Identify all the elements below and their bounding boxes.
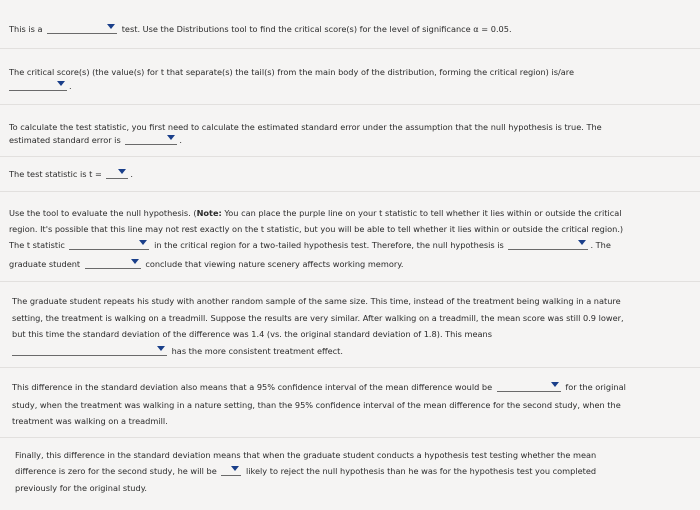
q6-text-3: but this time the standard deviation of the difference was 1.4 (vs. the original standard deviation of 1.8). This means	[12, 329, 492, 339]
caret-down-icon	[131, 259, 139, 264]
question-3-line-2: estimated standard error is .	[9, 135, 182, 145]
section-divider	[0, 156, 700, 157]
q8-text-3: previously for the original study.	[15, 483, 147, 493]
q6-text-1: The graduate student repeats his study with another random sample of the same size. This time, instead of the treatment being walking in a nature	[12, 296, 621, 306]
q3-text-2: estimated standard error is	[9, 135, 121, 145]
q8-text-2a: difference is zero for the second study, he will be	[15, 466, 217, 476]
caret-down-icon	[157, 346, 165, 351]
q7-text-1a: This difference in the standard deviation also means that a 95% confidence interval of the mean difference would be	[12, 382, 493, 392]
section-divider	[0, 437, 700, 438]
question-1-line	[9, 24, 512, 34]
question-5-line-2	[9, 224, 623, 234]
caret-down-icon	[139, 240, 147, 245]
caret-down-icon	[167, 135, 175, 140]
caret-down-icon	[107, 24, 115, 29]
question-7-line-3	[12, 416, 168, 426]
test-statistic-dropdown[interactable]	[106, 169, 128, 179]
question-8-line-2	[15, 466, 596, 476]
q7-text-2: study, when the treatment was walking in a nature setting, than the 95% confidence interval of the mean difference for the second study, when the	[12, 400, 621, 410]
q5-text-4a: graduate student	[9, 259, 81, 269]
q5-text-1a: Use the tool to evaluate the null hypothesis. (	[9, 208, 197, 218]
confidence-interval-dropdown[interactable]	[497, 382, 561, 392]
question-2-dropdown-line: .	[9, 81, 72, 91]
question-7-line-1	[12, 382, 626, 392]
question-6-line-4	[12, 346, 343, 356]
note-label: Note:	[196, 208, 222, 218]
t-statistic-lies-dropdown[interactable]	[69, 240, 149, 250]
caret-down-icon	[551, 382, 559, 387]
section-divider	[0, 281, 700, 282]
question-2-line	[9, 67, 574, 77]
q7-text-3: treatment was walking on a treadmill.	[12, 416, 168, 426]
null-hypothesis-decision-dropdown[interactable]	[508, 240, 588, 250]
question-8-line-1	[15, 450, 596, 460]
q5-text-3b: in the critical region for a two-tailed hypothesis test. Therefore, the null hypothesis is	[154, 240, 504, 250]
test-type-dropdown[interactable]	[47, 24, 117, 34]
q5-text-2: region. It's possible that this line may not rest exactly on the t statistic, but you will be able to tell whether it lies within or outside the critical region.)	[9, 224, 624, 234]
question-8-line-3	[15, 483, 147, 493]
q8-text-1: Finally, this difference in the standard deviation means that when the graduate student conducts a hypothesis test testing whether the mean	[15, 450, 597, 460]
caret-down-icon	[57, 81, 65, 86]
standard-error-dropdown[interactable]	[125, 135, 177, 145]
question-6-line-1	[12, 296, 621, 306]
q5-text-3c: . The	[590, 240, 611, 250]
caret-down-icon	[578, 240, 586, 245]
q5-text-3a: The t statistic	[9, 240, 65, 250]
caret-down-icon	[231, 466, 239, 471]
section-divider	[0, 367, 700, 368]
question-5-line-1	[9, 208, 622, 218]
reject-likelihood-dropdown[interactable]	[221, 466, 241, 476]
question-3-line-1	[9, 122, 602, 132]
question-6-line-3	[12, 329, 492, 339]
q1-text-a: This is a	[9, 24, 43, 34]
section-divider	[0, 191, 700, 192]
conclusion-dropdown[interactable]	[85, 259, 141, 269]
question-5-line-4	[9, 259, 403, 269]
q5-text-1b: You can place the purple line on your t statistic to tell whether it lies within or outside the critical	[221, 208, 622, 218]
q8-text-2b: likely to reject the null hypothesis than he was for the hypothesis test you completed	[246, 466, 597, 476]
question-5-line-3	[9, 240, 611, 250]
q1-text-b: test. Use the Distributions tool to find the critical score(s) for the level of significance α = 0.05.	[121, 24, 512, 34]
question-7-line-2	[12, 400, 621, 410]
section-divider	[0, 104, 700, 105]
critical-score-dropdown[interactable]	[9, 81, 67, 91]
caret-down-icon	[118, 169, 126, 174]
question-6-line-2	[12, 313, 624, 323]
consistent-effect-dropdown[interactable]	[12, 346, 167, 356]
q3-text-1: To calculate the test statistic, you first need to calculate the estimated standard error under the assumption that the null hypothesis is true. The	[9, 122, 602, 132]
question-4-line: The test statistic is t = .	[9, 169, 134, 179]
q2-text: The critical score(s) (the value(s) for t that separate(s) the tail(s) from the main body of the distribution, forming the critical region) is/are	[9, 67, 574, 77]
q6-text-2: setting, the treatment is walking on a treadmill. Suppose the results are very similar. After walking on a treadmill, the mean score was still 0.9 lower,	[12, 313, 624, 323]
q7-text-1b: for the original	[565, 382, 626, 392]
section-divider	[0, 48, 700, 49]
q6-text-4: has the more consistent treatment effect.	[171, 346, 343, 356]
q5-text-4b: conclude that viewing nature scenery affects working memory.	[145, 259, 404, 269]
q4-text: The test statistic is t =	[9, 169, 102, 179]
